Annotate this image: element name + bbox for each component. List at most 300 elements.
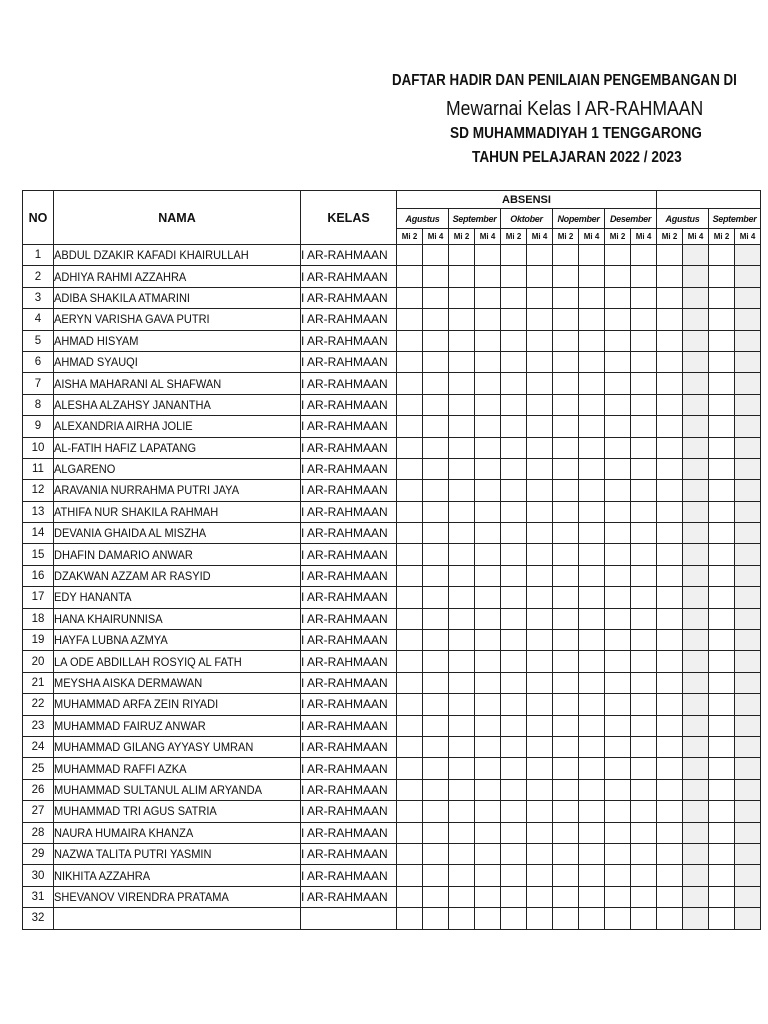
attendance-cell[interactable] [423, 630, 449, 651]
attendance-cell[interactable] [683, 630, 709, 651]
attendance-cell[interactable] [553, 736, 579, 757]
attendance-cell[interactable] [553, 245, 579, 266]
attendance-cell[interactable] [709, 779, 735, 800]
attendance-cell[interactable] [579, 394, 605, 415]
attendance-cell[interactable] [449, 309, 475, 330]
attendance-cell[interactable] [475, 351, 501, 372]
attendance-cell[interactable] [605, 672, 631, 693]
attendance-cell[interactable] [423, 266, 449, 287]
attendance-cell[interactable] [657, 437, 683, 458]
attendance-cell[interactable] [423, 394, 449, 415]
attendance-cell[interactable] [605, 351, 631, 372]
attendance-cell[interactable] [423, 801, 449, 822]
attendance-cell[interactable] [475, 330, 501, 351]
attendance-cell[interactable] [449, 523, 475, 544]
attendance-cell[interactable] [501, 736, 527, 757]
attendance-cell[interactable] [501, 608, 527, 629]
attendance-cell[interactable] [501, 694, 527, 715]
attendance-cell[interactable] [553, 908, 579, 929]
attendance-cell[interactable] [579, 544, 605, 565]
attendance-cell[interactable] [709, 630, 735, 651]
attendance-cell[interactable] [553, 865, 579, 886]
attendance-cell[interactable] [605, 758, 631, 779]
attendance-cell[interactable] [657, 715, 683, 736]
attendance-cell[interactable] [449, 822, 475, 843]
attendance-cell[interactable] [735, 266, 761, 287]
attendance-cell[interactable] [579, 330, 605, 351]
attendance-cell[interactable] [423, 437, 449, 458]
attendance-cell[interactable] [657, 736, 683, 757]
attendance-cell[interactable] [553, 416, 579, 437]
attendance-cell[interactable] [475, 843, 501, 864]
attendance-cell[interactable] [579, 822, 605, 843]
attendance-cell[interactable] [579, 908, 605, 929]
attendance-cell[interactable] [423, 351, 449, 372]
attendance-cell[interactable] [501, 394, 527, 415]
attendance-cell[interactable] [735, 544, 761, 565]
attendance-cell[interactable] [553, 458, 579, 479]
attendance-cell[interactable] [657, 694, 683, 715]
attendance-cell[interactable] [397, 523, 423, 544]
attendance-cell[interactable] [423, 672, 449, 693]
attendance-cell[interactable] [735, 480, 761, 501]
attendance-cell[interactable] [709, 523, 735, 544]
attendance-cell[interactable] [683, 651, 709, 672]
attendance-cell[interactable] [501, 437, 527, 458]
attendance-cell[interactable] [657, 245, 683, 266]
attendance-cell[interactable] [501, 458, 527, 479]
attendance-cell[interactable] [475, 245, 501, 266]
attendance-cell[interactable] [423, 758, 449, 779]
attendance-cell[interactable] [553, 694, 579, 715]
attendance-cell[interactable] [527, 736, 553, 757]
attendance-cell[interactable] [501, 309, 527, 330]
attendance-cell[interactable] [475, 736, 501, 757]
attendance-cell[interactable] [709, 309, 735, 330]
attendance-cell[interactable] [501, 373, 527, 394]
attendance-cell[interactable] [501, 351, 527, 372]
attendance-cell[interactable] [657, 266, 683, 287]
attendance-cell[interactable] [397, 309, 423, 330]
attendance-cell[interactable] [605, 287, 631, 308]
attendance-cell[interactable] [397, 416, 423, 437]
attendance-cell[interactable] [631, 865, 657, 886]
attendance-cell[interactable] [501, 565, 527, 586]
attendance-cell[interactable] [657, 458, 683, 479]
attendance-cell[interactable] [553, 565, 579, 586]
attendance-cell[interactable] [423, 287, 449, 308]
attendance-cell[interactable] [397, 394, 423, 415]
attendance-cell[interactable] [475, 651, 501, 672]
attendance-cell[interactable] [631, 351, 657, 372]
attendance-cell[interactable] [553, 501, 579, 522]
attendance-cell[interactable] [709, 758, 735, 779]
attendance-cell[interactable] [449, 843, 475, 864]
attendance-cell[interactable] [709, 672, 735, 693]
attendance-cell[interactable] [579, 416, 605, 437]
attendance-cell[interactable] [631, 758, 657, 779]
attendance-cell[interactable] [397, 886, 423, 907]
attendance-cell[interactable] [709, 245, 735, 266]
attendance-cell[interactable] [449, 779, 475, 800]
attendance-cell[interactable] [449, 587, 475, 608]
attendance-cell[interactable] [605, 779, 631, 800]
attendance-cell[interactable] [579, 608, 605, 629]
attendance-cell[interactable] [501, 672, 527, 693]
attendance-cell[interactable] [735, 245, 761, 266]
attendance-cell[interactable] [397, 287, 423, 308]
attendance-cell[interactable] [579, 715, 605, 736]
attendance-cell[interactable] [657, 886, 683, 907]
attendance-cell[interactable] [501, 651, 527, 672]
attendance-cell[interactable] [683, 779, 709, 800]
attendance-cell[interactable] [553, 715, 579, 736]
attendance-cell[interactable] [605, 843, 631, 864]
attendance-cell[interactable] [553, 779, 579, 800]
attendance-cell[interactable] [709, 694, 735, 715]
attendance-cell[interactable] [605, 587, 631, 608]
attendance-cell[interactable] [631, 523, 657, 544]
attendance-cell[interactable] [605, 501, 631, 522]
attendance-cell[interactable] [475, 437, 501, 458]
attendance-cell[interactable] [735, 608, 761, 629]
attendance-cell[interactable] [709, 480, 735, 501]
attendance-cell[interactable] [501, 908, 527, 929]
attendance-cell[interactable] [449, 715, 475, 736]
attendance-cell[interactable] [631, 287, 657, 308]
attendance-cell[interactable] [631, 394, 657, 415]
attendance-cell[interactable] [735, 886, 761, 907]
attendance-cell[interactable] [527, 373, 553, 394]
attendance-cell[interactable] [423, 608, 449, 629]
attendance-cell[interactable] [475, 886, 501, 907]
attendance-cell[interactable] [605, 266, 631, 287]
attendance-cell[interactable] [709, 373, 735, 394]
attendance-cell[interactable] [631, 801, 657, 822]
attendance-cell[interactable] [657, 672, 683, 693]
attendance-cell[interactable] [423, 715, 449, 736]
attendance-cell[interactable] [397, 373, 423, 394]
attendance-cell[interactable] [449, 480, 475, 501]
attendance-cell[interactable] [449, 865, 475, 886]
attendance-cell[interactable] [605, 608, 631, 629]
attendance-cell[interactable] [631, 779, 657, 800]
attendance-cell[interactable] [423, 779, 449, 800]
attendance-cell[interactable] [709, 287, 735, 308]
attendance-cell[interactable] [553, 351, 579, 372]
attendance-cell[interactable] [449, 908, 475, 929]
attendance-cell[interactable] [475, 758, 501, 779]
attendance-cell[interactable] [423, 886, 449, 907]
attendance-cell[interactable] [553, 801, 579, 822]
attendance-cell[interactable] [527, 715, 553, 736]
attendance-cell[interactable] [397, 651, 423, 672]
attendance-cell[interactable] [475, 630, 501, 651]
attendance-cell[interactable] [631, 544, 657, 565]
attendance-cell[interactable] [423, 330, 449, 351]
attendance-cell[interactable] [475, 822, 501, 843]
attendance-cell[interactable] [501, 266, 527, 287]
attendance-cell[interactable] [579, 458, 605, 479]
attendance-cell[interactable] [501, 245, 527, 266]
attendance-cell[interactable] [657, 565, 683, 586]
attendance-cell[interactable] [527, 587, 553, 608]
attendance-cell[interactable] [397, 608, 423, 629]
attendance-cell[interactable] [657, 822, 683, 843]
attendance-cell[interactable] [579, 373, 605, 394]
attendance-cell[interactable] [605, 565, 631, 586]
attendance-cell[interactable] [683, 801, 709, 822]
attendance-cell[interactable] [657, 373, 683, 394]
attendance-cell[interactable] [527, 779, 553, 800]
attendance-cell[interactable] [709, 544, 735, 565]
attendance-cell[interactable] [683, 437, 709, 458]
attendance-cell[interactable] [501, 843, 527, 864]
attendance-cell[interactable] [683, 908, 709, 929]
attendance-cell[interactable] [657, 523, 683, 544]
attendance-cell[interactable] [657, 843, 683, 864]
attendance-cell[interactable] [449, 501, 475, 522]
attendance-cell[interactable] [657, 758, 683, 779]
attendance-cell[interactable] [449, 373, 475, 394]
attendance-cell[interactable] [501, 501, 527, 522]
attendance-cell[interactable] [501, 630, 527, 651]
attendance-cell[interactable] [475, 801, 501, 822]
attendance-cell[interactable] [631, 630, 657, 651]
attendance-cell[interactable] [735, 715, 761, 736]
attendance-cell[interactable] [683, 886, 709, 907]
attendance-cell[interactable] [475, 373, 501, 394]
attendance-cell[interactable] [631, 587, 657, 608]
attendance-cell[interactable] [527, 437, 553, 458]
attendance-cell[interactable] [397, 843, 423, 864]
attendance-cell[interactable] [423, 822, 449, 843]
attendance-cell[interactable] [501, 758, 527, 779]
attendance-cell[interactable] [631, 843, 657, 864]
attendance-cell[interactable] [475, 544, 501, 565]
attendance-cell[interactable] [683, 330, 709, 351]
attendance-cell[interactable] [475, 287, 501, 308]
attendance-cell[interactable] [631, 908, 657, 929]
attendance-cell[interactable] [475, 608, 501, 629]
attendance-cell[interactable] [423, 480, 449, 501]
attendance-cell[interactable] [683, 865, 709, 886]
attendance-cell[interactable] [709, 565, 735, 586]
attendance-cell[interactable] [527, 758, 553, 779]
attendance-cell[interactable] [449, 630, 475, 651]
attendance-cell[interactable] [605, 651, 631, 672]
attendance-cell[interactable] [553, 608, 579, 629]
attendance-cell[interactable] [683, 544, 709, 565]
attendance-cell[interactable] [553, 437, 579, 458]
attendance-cell[interactable] [423, 694, 449, 715]
attendance-cell[interactable] [579, 886, 605, 907]
attendance-cell[interactable] [631, 715, 657, 736]
attendance-cell[interactable] [527, 351, 553, 372]
attendance-cell[interactable] [579, 801, 605, 822]
attendance-cell[interactable] [423, 309, 449, 330]
attendance-cell[interactable] [631, 245, 657, 266]
attendance-cell[interactable] [735, 587, 761, 608]
attendance-cell[interactable] [527, 266, 553, 287]
attendance-cell[interactable] [657, 908, 683, 929]
attendance-cell[interactable] [735, 630, 761, 651]
attendance-cell[interactable] [709, 458, 735, 479]
attendance-cell[interactable] [449, 437, 475, 458]
attendance-cell[interactable] [397, 351, 423, 372]
attendance-cell[interactable] [657, 330, 683, 351]
attendance-cell[interactable] [605, 865, 631, 886]
attendance-cell[interactable] [735, 287, 761, 308]
attendance-cell[interactable] [631, 565, 657, 586]
attendance-cell[interactable] [709, 351, 735, 372]
attendance-cell[interactable] [553, 758, 579, 779]
attendance-cell[interactable] [397, 736, 423, 757]
attendance-cell[interactable] [709, 736, 735, 757]
attendance-cell[interactable] [527, 694, 553, 715]
attendance-cell[interactable] [657, 394, 683, 415]
attendance-cell[interactable] [553, 843, 579, 864]
attendance-cell[interactable] [657, 865, 683, 886]
attendance-cell[interactable] [735, 458, 761, 479]
attendance-cell[interactable] [657, 416, 683, 437]
attendance-cell[interactable] [579, 523, 605, 544]
attendance-cell[interactable] [527, 287, 553, 308]
attendance-cell[interactable] [475, 694, 501, 715]
attendance-cell[interactable] [397, 458, 423, 479]
attendance-cell[interactable] [397, 779, 423, 800]
attendance-cell[interactable] [709, 266, 735, 287]
attendance-cell[interactable] [605, 394, 631, 415]
attendance-cell[interactable] [397, 565, 423, 586]
attendance-cell[interactable] [553, 266, 579, 287]
attendance-cell[interactable] [423, 523, 449, 544]
attendance-cell[interactable] [527, 309, 553, 330]
attendance-cell[interactable] [683, 373, 709, 394]
attendance-cell[interactable] [449, 544, 475, 565]
attendance-cell[interactable] [579, 565, 605, 586]
attendance-cell[interactable] [527, 480, 553, 501]
attendance-cell[interactable] [501, 822, 527, 843]
attendance-cell[interactable] [579, 865, 605, 886]
attendance-cell[interactable] [449, 266, 475, 287]
attendance-cell[interactable] [605, 437, 631, 458]
attendance-cell[interactable] [657, 779, 683, 800]
attendance-cell[interactable] [605, 245, 631, 266]
attendance-cell[interactable] [709, 330, 735, 351]
attendance-cell[interactable] [423, 458, 449, 479]
attendance-cell[interactable] [683, 587, 709, 608]
attendance-cell[interactable] [501, 779, 527, 800]
attendance-cell[interactable] [735, 394, 761, 415]
attendance-cell[interactable] [397, 715, 423, 736]
attendance-cell[interactable] [605, 330, 631, 351]
attendance-cell[interactable] [709, 437, 735, 458]
attendance-cell[interactable] [553, 651, 579, 672]
attendance-cell[interactable] [709, 822, 735, 843]
attendance-cell[interactable] [657, 351, 683, 372]
attendance-cell[interactable] [631, 309, 657, 330]
attendance-cell[interactable] [423, 565, 449, 586]
attendance-cell[interactable] [683, 501, 709, 522]
attendance-cell[interactable] [397, 245, 423, 266]
attendance-cell[interactable] [527, 608, 553, 629]
attendance-cell[interactable] [553, 587, 579, 608]
attendance-cell[interactable] [449, 736, 475, 757]
attendance-cell[interactable] [605, 908, 631, 929]
attendance-cell[interactable] [631, 886, 657, 907]
attendance-cell[interactable] [527, 865, 553, 886]
attendance-cell[interactable] [631, 458, 657, 479]
attendance-cell[interactable] [527, 672, 553, 693]
attendance-cell[interactable] [423, 501, 449, 522]
attendance-cell[interactable] [683, 736, 709, 757]
attendance-cell[interactable] [709, 608, 735, 629]
attendance-cell[interactable] [475, 865, 501, 886]
attendance-cell[interactable] [501, 587, 527, 608]
attendance-cell[interactable] [631, 651, 657, 672]
attendance-cell[interactable] [527, 651, 553, 672]
attendance-cell[interactable] [553, 480, 579, 501]
attendance-cell[interactable] [683, 758, 709, 779]
attendance-cell[interactable] [683, 480, 709, 501]
attendance-cell[interactable] [683, 523, 709, 544]
attendance-cell[interactable] [579, 501, 605, 522]
attendance-cell[interactable] [579, 480, 605, 501]
attendance-cell[interactable] [579, 651, 605, 672]
attendance-cell[interactable] [683, 266, 709, 287]
attendance-cell[interactable] [735, 373, 761, 394]
attendance-cell[interactable] [735, 351, 761, 372]
attendance-cell[interactable] [657, 587, 683, 608]
attendance-cell[interactable] [475, 394, 501, 415]
attendance-cell[interactable] [683, 309, 709, 330]
attendance-cell[interactable] [527, 908, 553, 929]
attendance-cell[interactable] [449, 565, 475, 586]
attendance-cell[interactable] [527, 843, 553, 864]
attendance-cell[interactable] [735, 865, 761, 886]
attendance-cell[interactable] [397, 330, 423, 351]
attendance-cell[interactable] [605, 694, 631, 715]
attendance-cell[interactable] [553, 330, 579, 351]
attendance-cell[interactable] [631, 416, 657, 437]
attendance-cell[interactable] [657, 630, 683, 651]
attendance-cell[interactable] [579, 437, 605, 458]
attendance-cell[interactable] [527, 458, 553, 479]
attendance-cell[interactable] [553, 373, 579, 394]
attendance-cell[interactable] [735, 437, 761, 458]
attendance-cell[interactable] [527, 801, 553, 822]
attendance-cell[interactable] [683, 843, 709, 864]
attendance-cell[interactable] [657, 608, 683, 629]
attendance-cell[interactable] [709, 587, 735, 608]
attendance-cell[interactable] [501, 801, 527, 822]
attendance-cell[interactable] [501, 886, 527, 907]
attendance-cell[interactable] [423, 736, 449, 757]
attendance-cell[interactable] [631, 437, 657, 458]
attendance-cell[interactable] [709, 394, 735, 415]
attendance-cell[interactable] [631, 822, 657, 843]
attendance-cell[interactable] [397, 801, 423, 822]
attendance-cell[interactable] [735, 758, 761, 779]
attendance-cell[interactable] [449, 694, 475, 715]
attendance-cell[interactable] [683, 287, 709, 308]
attendance-cell[interactable] [735, 736, 761, 757]
attendance-cell[interactable] [553, 309, 579, 330]
attendance-cell[interactable] [657, 501, 683, 522]
attendance-cell[interactable] [657, 651, 683, 672]
attendance-cell[interactable] [501, 544, 527, 565]
